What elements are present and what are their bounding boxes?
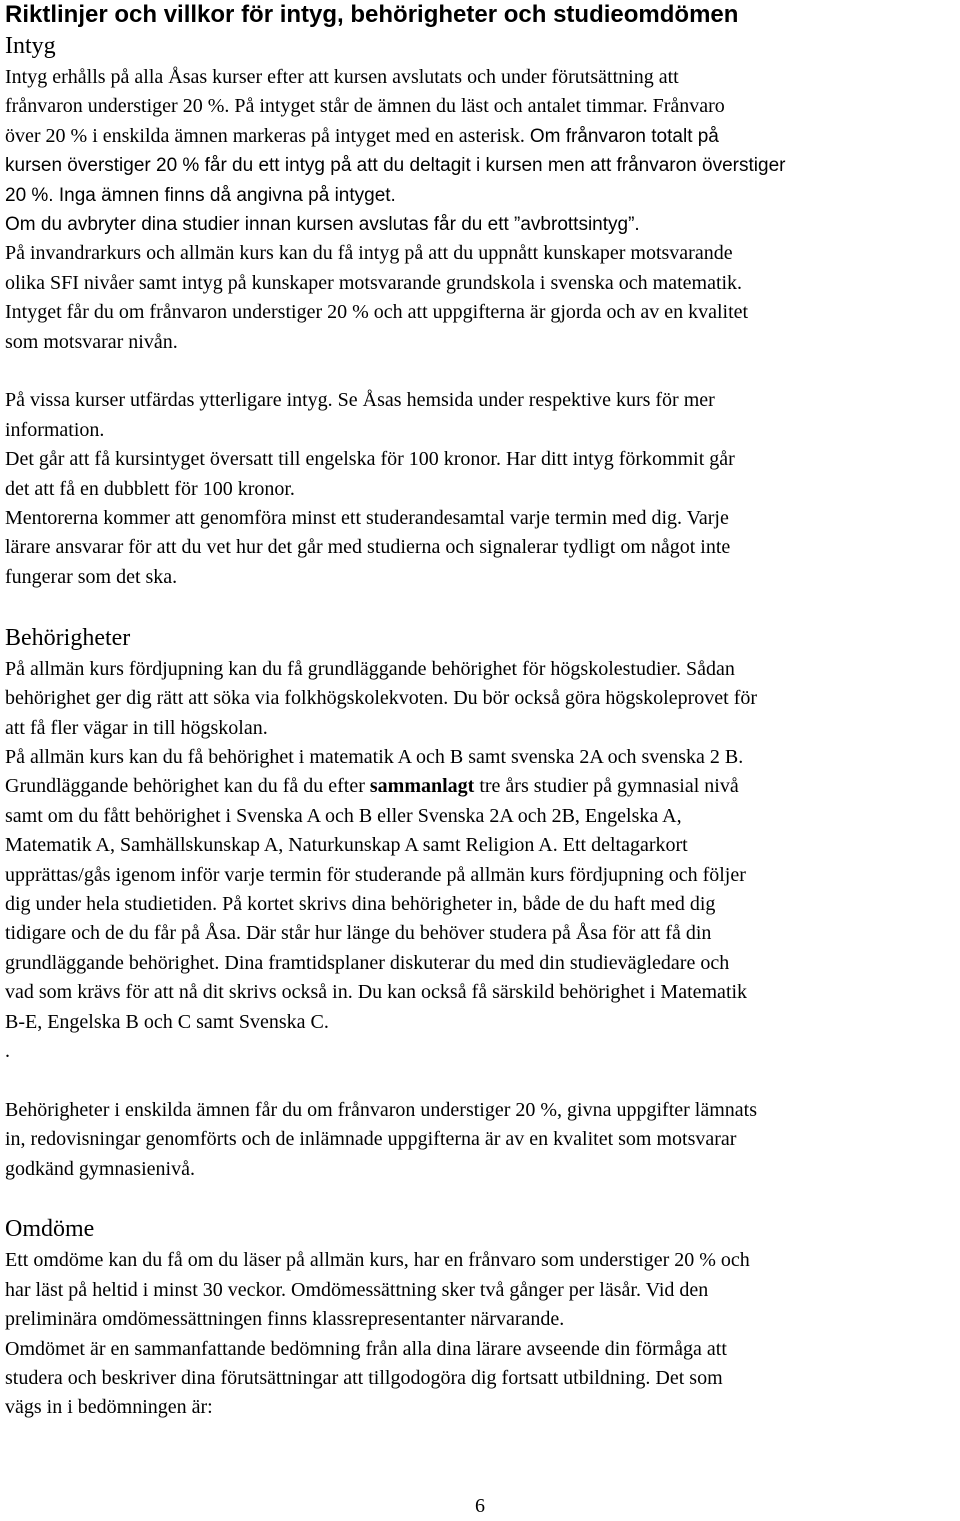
paragraph-line: upprättas/gås igenom inför varje termin för studerande på allmän kurs fördjupning och följer — [5, 863, 746, 886]
paragraph-line: Om du avbryter dina studier innan kursen avslutas får du ett ”avbrottsintyg”. — [5, 214, 640, 236]
paragraph-line: grundläggande behörighet. Dina framtidsplaner diskuterar du med din studievägledare och — [5, 951, 730, 974]
paragraph-line: 20 %. Inga ämnen finns då angivna på intyget. — [5, 184, 396, 206]
paragraph-line: godkänd gymnasienivå. — [5, 1157, 195, 1180]
document-title: Riktlinjer och villkor för intyg, behörigheter och studieomdömen — [5, 1, 739, 28]
paragraph-line — [5, 122, 955, 151]
paragraph-line: samt om du fått behörighet i Svenska A och B eller Svenska 2A och 2B, Engelska A, — [5, 804, 682, 827]
bold-text: sammanlagt — [369, 775, 475, 798]
paragraph-line: studera och beskriver dina förutsättningar att tillgodogöra dig fortsatt utbildning. Det som — [5, 1367, 723, 1389]
paragraph-line: Det går att få kursintyget översatt till engelska för 100 kronor. Har ditt intyg förkommit går — [5, 448, 735, 471]
paragraph-line: lärare ansvarar för att du vet hur det går med studierna och signalerar tydligt om något inte — [5, 536, 731, 559]
paragraph-line: preliminära omdömessättningen finns klassrepresentanter närvarande. — [5, 1308, 565, 1331]
paragraph-line: På invandrarkurs och allmän kurs kan du få intyg på att du uppnått kunskaper motsvarande — [5, 242, 733, 265]
paragraph-line: vägs in i bedömningen är: — [5, 1396, 213, 1419]
paragraph-line: Intyget får du om frånvaron understiger 20 % och att uppgifterna är gjorda och av en kvalitet — [5, 301, 749, 324]
paragraph-line: kursen överstiger 20 % får du ett intyg på att du deltagit i kursen men att frånvaron överstiger — [5, 155, 786, 177]
paragraph-line: B-E, Engelska B och C samt Svenska C. — [5, 1010, 329, 1033]
paragraph-line: behörighet ger dig rätt att söka via folkhögskolekvoten. Du bör också göra högskoleprovet för — [5, 687, 758, 710]
section-heading-omdome: Omdöme — [5, 1216, 95, 1243]
paragraph-line: Omdömet är en sammanfattande bedömning från alla dina lärare avseende din förmåga att — [5, 1337, 727, 1360]
paragraph-line: det att få en dubblett för 100 kronor. — [5, 477, 295, 500]
paragraph-line: fungerar som det ska. — [5, 565, 178, 588]
text-span: över 20 % i enskilda ämnen markeras på intyget med en asterisk. — [5, 124, 525, 147]
paragraph-line: som motsvarar nivån. — [5, 330, 178, 353]
paragraph-line: Behörigheter i enskilda ämnen får du om frånvaron understiger 20 %, givna uppgifter lämnats — [5, 1098, 757, 1121]
paragraph-line: På allmän kurs fördjupning kan du få grundläggande behörighet för högskolestudier. Sådan — [5, 657, 735, 680]
paragraph-line: Matematik A, Samhällskunskap A, Naturkunskap A samt Religion A. Ett deltagarkort — [5, 834, 688, 857]
paragraph-line: vad som krävs för att nå dit skrivs också in. Du kan också få särskild behörighet i Matematik — [5, 981, 748, 1004]
paragraph-line: frånvaron understiger 20 %. På intyget står de ämnen du läst och antalet timmar. Frånvaro — [5, 95, 725, 118]
paragraph-line: Ett omdöme kan du få om du läser på allmän kurs, har en frånvaro som understiger 20 % och — [5, 1249, 750, 1272]
text-span: Om frånvaron totalt på — [529, 125, 719, 147]
paragraph-line: har läst på heltid i minst 30 veckor. Omdömessättning sker två gånger per läsår. Vid den — [5, 1278, 709, 1301]
paragraph-line: Intyg erhålls på alla Åsas kurser efter att kursen avslutats och under förutsättning att — [5, 66, 679, 88]
paragraph-line: att få fler vägar in till högskolan. — [5, 716, 268, 739]
text-span: Grundläggande behörighet kan du få du efter — [5, 775, 365, 798]
paragraph-line: dig under hela studietiden. På kortet skrivs dina behörigheter in, både de du haft med dig — [5, 892, 716, 915]
paragraph-line: information. — [5, 418, 105, 441]
section-heading-behorigheter: Behörigheter — [5, 624, 131, 651]
paragraph-line: På vissa kurser utfärdas ytterligare intyg. Se Åsas hemsida under respektive kurs för mer — [5, 389, 715, 412]
paragraph-line: Mentorerna kommer att genomföra minst ett studerandesamtal varje termin med dig. Varje — [5, 507, 729, 530]
text-span: tre års studier på gymnasial nivå — [479, 775, 739, 798]
paragraph-line: in, redovisningar genomförts och de inlämnade uppgifterna är av en kvalitet som motsvarar — [5, 1128, 737, 1151]
paragraph-line: tidigare och de du får på Åsa. Där står hur länge du behöver studera på Åsa för att få din — [5, 922, 712, 945]
paragraph-line: olika SFI nivåer samt intyg på kunskaper motsvarande grundskola i svenska och matematik. — [5, 271, 743, 294]
page-number: 6 — [475, 1495, 485, 1517]
paragraph-line: . — [5, 1039, 10, 1062]
paragraph-line — [5, 772, 955, 801]
section-heading-intyg: Intyg — [5, 33, 56, 59]
paragraph-line: På allmän kurs kan du få behörighet i matematik A och B samt svenska 2A och svenska 2 B. — [5, 745, 744, 768]
